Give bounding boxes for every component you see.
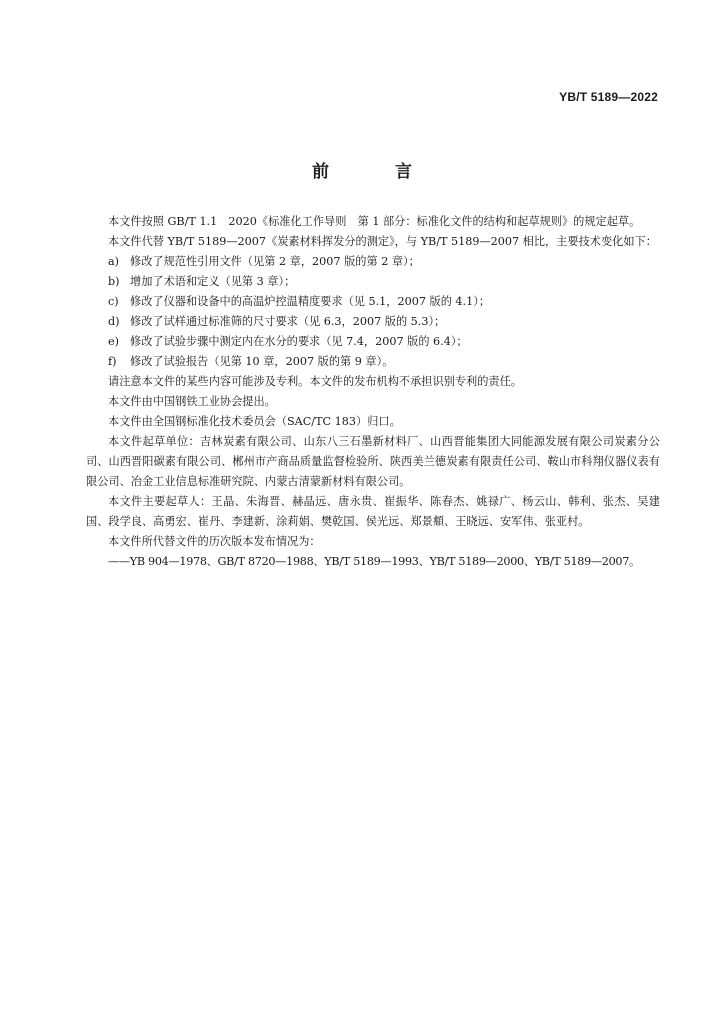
change-item-text: 修改了试样通过标准筛的尺寸要求（见 6.3，2007 版的 5.3）； bbox=[130, 315, 446, 328]
change-item-marker: d) bbox=[108, 315, 120, 328]
version-history: ——YB 904—1978、GB/T 8720—1988、YB/T 5189—1993、YB/T 5189—2000、YB/T 5189—2007。 bbox=[108, 555, 640, 568]
paragraph-drafting-rules: 本文件按照 GB/T 1.1 2020《标准化工作导则 第 1 部分：标准化文件的结构和起草规则》的规定起草。 bbox=[108, 215, 641, 228]
change-item-marker: b) bbox=[108, 275, 120, 288]
drafters: 本文件主要起草人：王晶、朱海晋、赫晶远、唐永贵、崔振华、陈春杰、姚禄广、杨云山、韩利、张杰、吴建国、段学良、高勇宏、崔丹、李建新、涂莉娟、樊乾国、侯光远、郑景頫、王晓远、安军伟、张亚村。 bbox=[86, 495, 660, 528]
change-item bbox=[86, 352, 660, 372]
change-item bbox=[86, 252, 660, 272]
standard-code: YB/T 5189—2022 bbox=[559, 90, 658, 104]
paragraph-replacement: 本文件代替 YB/T 5189—2007《炭素材料挥发分的测定》，与 YB/T 5189—2007 相比，主要技术变化如下： bbox=[108, 235, 657, 248]
patent-notice: 请注意本文件的某些内容可能涉及专利。本文件的发布机构不承担识别专利的责任。 bbox=[108, 375, 522, 388]
change-item-text: 修改了试验步骤中测定内在水分的要求（见 7.4，2007 版的 6.4）； bbox=[130, 335, 468, 348]
change-item-marker: a) bbox=[108, 255, 120, 268]
change-item bbox=[86, 292, 660, 312]
change-item bbox=[86, 272, 660, 292]
change-item bbox=[86, 332, 660, 352]
proposed-by: 本文件由中国钢铁工业协会提出。 bbox=[108, 395, 276, 408]
change-item-marker: f) bbox=[108, 355, 117, 368]
change-item bbox=[86, 312, 660, 332]
centralized-by: 本文件由全国钢标准化技术委员会（SAC/TC 183）归口。 bbox=[108, 415, 401, 428]
page-title: 前 言 bbox=[312, 162, 442, 182]
change-item-marker: e) bbox=[108, 335, 119, 348]
change-item-marker: c) bbox=[108, 295, 119, 308]
change-item-text: 修改了规范性引用文件（见第 2 章，2007 版的第 2 章）； bbox=[130, 255, 420, 268]
change-item-text: 修改了试验报告（见第 10 章，2007 版的第 9 章）。 bbox=[130, 355, 394, 368]
change-item-text: 增加了术语和定义（见第 3 章）； bbox=[130, 275, 296, 288]
history-intro: 本文件所代替文件的历次版本发布情况为： bbox=[108, 535, 321, 548]
drafting-units: 本文件起草单位：吉林炭素有限公司、山东八三石墨新材料厂、山西晋能集团大同能源发展有限公司炭素分公司、山西晋阳碳素有限公司、郴州市产商品质量监督检验所、陕西美兰德炭素有限责任公司、鞍山市科翔仪器仪表有限公司、冶金工业信息标准研究院、内蒙古清蒙新材料有限公司。 bbox=[86, 435, 660, 488]
foreword-body bbox=[86, 212, 660, 572]
change-item-text: 修改了仪器和设备中的高温炉控温精度要求（见 5.1，2007 版的 4.1）； bbox=[130, 295, 491, 308]
